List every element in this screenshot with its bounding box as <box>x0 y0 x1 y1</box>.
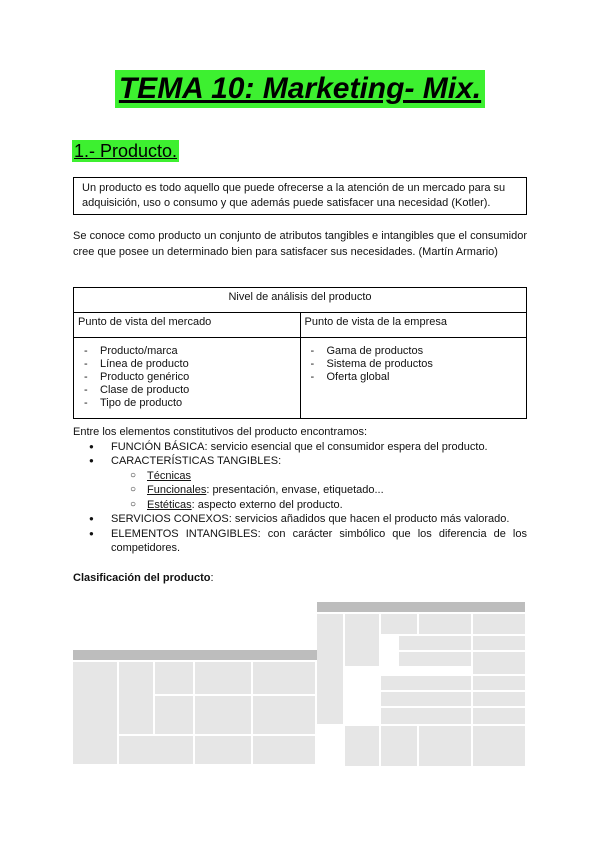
image-block <box>253 662 315 694</box>
list-item: - Clase de producto <box>100 384 296 397</box>
elements-section <box>73 425 527 556</box>
image-block <box>473 652 525 674</box>
list-item <box>73 483 527 498</box>
list-item: - Producto genérico <box>100 371 296 384</box>
image-block <box>345 726 379 766</box>
classification-colon: : <box>210 572 214 584</box>
servicios-text: : servicios añadidos que hacen el producto más valorado. <box>228 513 510 525</box>
image-block <box>473 726 525 766</box>
elements-intro: Entre los elementos constitutivos del producto encontramos: <box>73 426 368 438</box>
esteticas-text: : aspecto externo del producto. <box>191 498 343 511</box>
list-item <box>73 527 527 556</box>
list-item: - Producto/marca <box>100 345 296 358</box>
image-block <box>381 708 471 724</box>
intangibles-label: ELEMENTOS INTANGIBLES <box>111 527 258 540</box>
image-block <box>119 662 153 734</box>
list-item: - Sistema de productos <box>327 358 523 371</box>
classification-label: Clasificación del producto <box>73 572 211 584</box>
image-block <box>253 736 315 764</box>
tecnicas-label: Técnicas <box>147 469 192 482</box>
image-block <box>345 614 379 666</box>
definition-box: Un producto es todo aquello que puede ofrecerse a la atención de un mercado para su adquisición, uso o consumo y que además puede satisfacer una necesidad (Kotler). <box>73 177 527 215</box>
image-block <box>399 636 471 650</box>
funcionales-label: Funcionales <box>147 484 207 496</box>
tangibles-label: CARACTERÍSTICAS TANGIBLES: <box>111 455 282 467</box>
image-block <box>195 696 251 734</box>
image-block <box>381 614 417 634</box>
image-block <box>473 676 525 690</box>
image-block <box>381 692 471 706</box>
image-block <box>419 726 471 766</box>
list-item <box>73 454 527 469</box>
definition-paragraph: Se conoce como producto un conjunto de atributos tangibles e intangibles que el consumidor cree que posee un determinado bien para satisfacer sus necesidades. (Martín Armario) <box>73 230 527 258</box>
list-item <box>73 498 527 513</box>
image-block <box>73 662 117 764</box>
servicios-label: SERVICIOS CONEXOS <box>111 513 229 525</box>
list-item <box>73 440 527 455</box>
intangibles-text: : con carácter simbólico que los diferencia de los competidores. <box>111 527 527 554</box>
image-block <box>253 696 315 734</box>
image-block <box>473 692 525 706</box>
analysis-table <box>73 287 527 419</box>
image-block <box>119 736 193 764</box>
title-wrapper <box>0 70 600 108</box>
list-item <box>73 469 527 484</box>
image-block <box>473 636 525 650</box>
image-block <box>381 726 417 766</box>
image-block <box>473 614 525 634</box>
page-title: TEMA 10: Marketing- Mix. <box>115 70 485 108</box>
image-block <box>419 614 471 634</box>
company-column-header: Punto de vista de la empresa <box>300 313 527 338</box>
list-item: - Oferta global <box>327 371 523 384</box>
image-block <box>317 614 343 724</box>
image-block <box>155 696 193 734</box>
company-list <box>305 345 523 384</box>
image-block <box>155 662 193 694</box>
section-heading: 1.- Producto. <box>74 141 178 161</box>
funcion-label: FUNCIÓN BÁSICA <box>111 440 205 453</box>
classification-image <box>73 600 525 768</box>
market-list <box>78 345 296 410</box>
market-column-header: Punto de vista del mercado <box>74 313 301 338</box>
market-list-cell <box>74 338 301 419</box>
company-list-cell <box>300 338 527 419</box>
image-block <box>473 708 525 724</box>
elements-list <box>73 440 527 556</box>
esteticas-label: Estéticas <box>147 498 192 511</box>
list-item: - Tipo de producto <box>100 397 296 410</box>
image-header-bar <box>73 650 317 660</box>
funcion-text: : servicio esencial que el consumidor espera del producto. <box>204 440 488 453</box>
image-block <box>195 662 251 694</box>
image-block <box>381 676 471 690</box>
image-block <box>195 736 251 764</box>
list-item <box>73 512 527 527</box>
analysis-table-header: Nivel de análisis del producto <box>74 288 527 313</box>
list-item: - Gama de productos <box>327 345 523 358</box>
funcionales-text: : presentación, envase, etiquetado... <box>206 484 384 496</box>
classification-heading <box>73 572 214 584</box>
image-header-bar <box>317 602 525 612</box>
image-block <box>399 652 471 666</box>
list-item: - Línea de producto <box>100 358 296 371</box>
